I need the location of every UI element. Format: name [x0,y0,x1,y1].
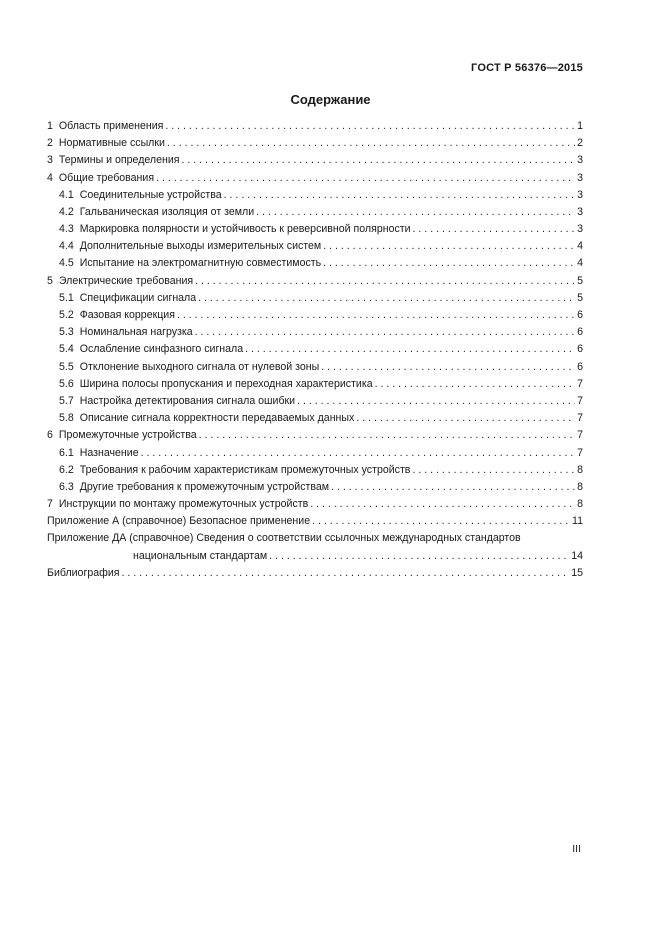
toc-page-number: 8 [577,480,583,493]
toc-entry[interactable] [47,462,583,479]
toc-entry-number: 4.2 [59,205,74,218]
toc-entry-number: 4.5 [59,257,74,270]
toc-page-number: 7 [577,412,583,425]
toc-leader-dots [245,341,575,358]
toc-entry-text: Фазовая коррекция [79,309,175,322]
toc-entry-text: Описание сигнала корректности передаваемых данных [79,412,355,425]
toc-entry-number: 5.5 [59,360,74,373]
toc-entry-text: Гальваническая изоляция от земли [79,205,255,218]
toc-page-number: 14 [571,549,583,562]
document-code: ГОСТ Р 56376—2015 [471,62,583,74]
toc-entry[interactable] [47,170,583,187]
toc-entry-number: 2 [47,137,53,150]
toc-entry-number: 4.1 [59,188,74,201]
toc-entry-text: Приложение ДА (справочное) Сведения о соответствии ссылочных международных стандартов [47,532,521,545]
toc-page-number: 2 [577,137,583,150]
toc-leader-dots [323,255,575,272]
toc-entry-number: 5.7 [59,394,74,407]
toc-entry-number: 4.3 [59,223,74,236]
toc-entry-appendix-da[interactable] [47,531,583,565]
toc-page-number: 3 [577,171,583,184]
toc-page-number: 7 [577,446,583,459]
toc-leader-dots [224,187,575,204]
toc-entry[interactable] [47,496,583,513]
toc-page-number: 11 [572,515,583,528]
toc-entry-text: Ослабление синфазного сигнала [79,343,244,356]
toc-leader-dots [195,324,575,341]
toc-entry[interactable] [47,256,583,273]
toc-entry-number: 5.4 [59,343,74,356]
toc-entry-text: Номинальная нагрузка [79,326,193,339]
toc-entry[interactable] [47,204,583,221]
toc-page-number: 4 [577,240,583,253]
toc-entry[interactable] [47,307,583,324]
toc-entry-text: Электрические требования [58,274,194,287]
toc-title: Содержание [290,92,371,107]
toc-leader-dots [199,427,575,444]
toc-leader-dots [312,513,570,530]
toc-entry-number: 5.1 [59,291,74,304]
toc-entry-number: 5.2 [59,309,74,322]
toc-entry-text: Ширина полосы пропускания и переходная характеристика [79,377,373,390]
toc-entry[interactable] [47,393,583,410]
toc-entry-number: 6 [47,429,53,442]
toc-entry-text: Нормативные ссылки [58,137,165,150]
toc-entry[interactable] [47,290,583,307]
toc-leader-dots [165,118,575,135]
toc-entry[interactable] [47,118,583,135]
toc-leader-dots [375,376,576,393]
toc-entry[interactable] [47,341,583,358]
toc-entry-continuation [47,548,583,565]
toc-entry-number: 7 [47,498,53,511]
toc-leader-dots [182,152,576,169]
toc-leader-dots [167,135,575,152]
toc-entry[interactable] [47,376,583,393]
toc-entry-number: 6.1 [59,446,74,459]
toc-leader-dots [356,410,575,427]
toc-entry-text: Библиография [47,566,120,579]
toc-entry-text: Настройка детектирования сигнала ошибки [79,394,296,407]
toc-entry-bibliography[interactable] [47,565,583,582]
toc-entry[interactable] [47,479,583,496]
toc-page-number: 3 [577,205,583,218]
toc-entry[interactable] [47,152,583,169]
toc-entry-number: 4 [47,171,53,184]
toc-entry-number: 5 [47,274,53,287]
toc-page-number: 5 [577,274,583,287]
toc-page-number: 3 [577,223,583,236]
toc-entry-text: Маркировка полярности и устойчивость к реверсивной полярности [79,223,411,236]
toc-entry-number: 1 [47,119,53,132]
toc-page-number: 7 [577,377,583,390]
toc-leader-dots [195,273,575,290]
toc-entry-text: Отклонение выходного сигнала от нулевой зоны [79,360,320,373]
toc-entry-number: 4.4 [59,240,74,253]
toc-leader-dots [121,565,569,582]
toc-leader-dots [321,359,575,376]
toc-entry-text: Назначение [79,446,139,459]
toc-entry-text: Спецификации сигнала [79,291,197,304]
toc-entry[interactable] [47,324,583,341]
toc-page-number: 5 [577,291,583,304]
toc-page-number: 6 [577,360,583,373]
toc-entry-number: 5.6 [59,377,74,390]
toc-leader-dots [297,393,575,410]
toc-entry-text: Промежуточные устройства [58,429,197,442]
toc-page-number: 15 [571,566,583,579]
toc-entry-text: Инструкции по монтажу промежуточных устройств [58,498,309,511]
toc-entry[interactable] [47,427,583,444]
toc-entry[interactable] [47,135,583,152]
toc-entry-text: Общие требования [58,171,155,184]
toc-entry-text: Область применения [58,119,164,132]
toc-page-number: 7 [577,394,583,407]
toc-page-number: 6 [577,343,583,356]
toc-page-number: 1 [577,119,583,132]
toc-entry-text: Другие требования к промежуточным устройствам [79,480,330,493]
toc-leader-dots [269,548,569,565]
toc-entry-number: 6.2 [59,463,74,476]
toc-entry-text: Дополнительные выходы измерительных систем [79,240,322,253]
toc-entry-text: Термины и определения [58,154,180,167]
toc-entry-text: Соединительные устройства [79,188,222,201]
toc-page-number: 4 [577,257,583,270]
toc-leader-dots [412,462,575,479]
toc-entry-number: 5.8 [59,412,74,425]
toc-leader-dots [323,238,575,255]
toc-page-number: 3 [577,188,583,201]
toc-entry-number: 3 [47,154,53,167]
toc-entry-text-continued: национальным стандартам [133,549,268,562]
toc-page-number: 6 [577,326,583,339]
toc-leader-dots [331,479,575,496]
toc-entry-number: 5.3 [59,326,74,339]
toc-entry[interactable] [47,410,583,427]
toc-page-number: 8 [577,463,583,476]
toc-entry[interactable] [47,359,583,376]
toc-page-number: 7 [577,429,583,442]
toc-entry[interactable] [47,445,583,462]
toc-entry-text: Приложение А (справочное) Безопасное применение [47,515,311,528]
toc-leader-dots [156,170,575,187]
toc-page-number: 6 [577,309,583,322]
toc-page-number: 8 [577,498,583,511]
toc-entry-text: Требования к рабочим характеристикам промежуточных устройств [79,463,411,476]
page-number: III [572,843,581,855]
toc-entry[interactable] [47,221,583,238]
table-of-contents [47,118,583,582]
toc-leader-dots [198,290,575,307]
toc-leader-dots [310,496,575,513]
toc-entry[interactable] [47,273,583,290]
toc-leader-dots [177,307,575,324]
toc-leader-dots [141,445,575,462]
toc-leader-dots [413,221,576,238]
toc-entry-number: 6.3 [59,480,74,493]
toc-entry[interactable] [47,238,583,255]
toc-entry[interactable] [47,513,583,530]
toc-entries [47,118,583,531]
toc-entry[interactable] [47,187,583,204]
toc-page-number: 3 [577,154,583,167]
toc-entry-text: Испытание на электромагнитную совместимость [79,257,322,270]
toc-leader-dots [256,204,575,221]
